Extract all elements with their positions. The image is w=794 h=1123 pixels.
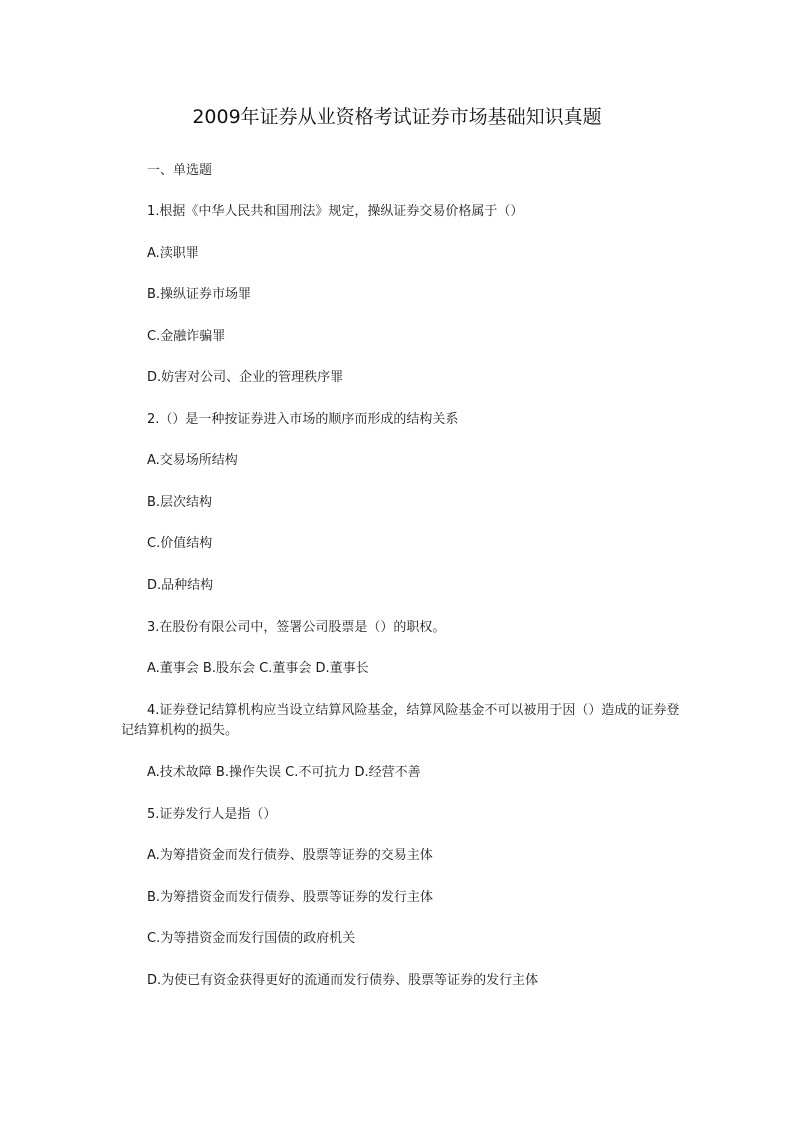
question-5-option-d: D.为使已有资金获得更好的流通而发行债券、股票等证券的发行主体	[147, 973, 539, 988]
question-1-option-a: A.渎职罪	[147, 246, 199, 261]
question-2-option-b: B.层次结构	[147, 495, 213, 510]
question-5-option-b: B.为筹措资金而发行债券、股票等证券的发行主体	[147, 890, 434, 905]
section-heading: 一、单选题	[147, 163, 213, 178]
question-3-stem: 3.在股份有限公司中，签署公司股票是（）的职权。	[147, 620, 446, 635]
question-1-option-c: C.金融诈骗罪	[147, 329, 226, 344]
question-1-stem: 1.根据《中华人民共和国刑法》规定，操纵证券交易价格属于（）	[147, 204, 524, 219]
question-1-option-d: D.妨害对公司、企业的管理秩序罪	[147, 370, 344, 385]
question-2-option-a: A.交易场所结构	[147, 453, 238, 468]
question-1-option-b: B.操纵证券市场罪	[147, 287, 252, 302]
question-5-stem: 5.证券发行人是指（）	[147, 807, 277, 822]
question-2-stem: 2.（）是一种按证券进入市场的顺序而形成的结构关系	[147, 412, 459, 427]
question-5-option-c: C.为等措资金而发行国债的政府机关	[147, 931, 356, 946]
question-3-options: A.董事会 B.股东会 C.董事会 D.董事长	[147, 661, 369, 676]
document-title: 2009年证券从业资格考试证券市场基础知识真题	[192, 106, 602, 128]
question-5-option-a: A.为筹措资金而发行债券、股票等证券的交易主体	[147, 848, 433, 863]
question-2-option-c: C.价值结构	[147, 536, 213, 551]
question-4-options: A.技术故障 B.操作失误 C.不可抗力 D.经营不善	[147, 765, 421, 780]
question-4-stem: 4.证券登记结算机构应当设立结算风险基金，结算风险基金不可以被用于因（）造成的证券登记结算机构的损失。	[121, 703, 680, 738]
question-2-option-d: D.品种结构	[147, 578, 214, 593]
